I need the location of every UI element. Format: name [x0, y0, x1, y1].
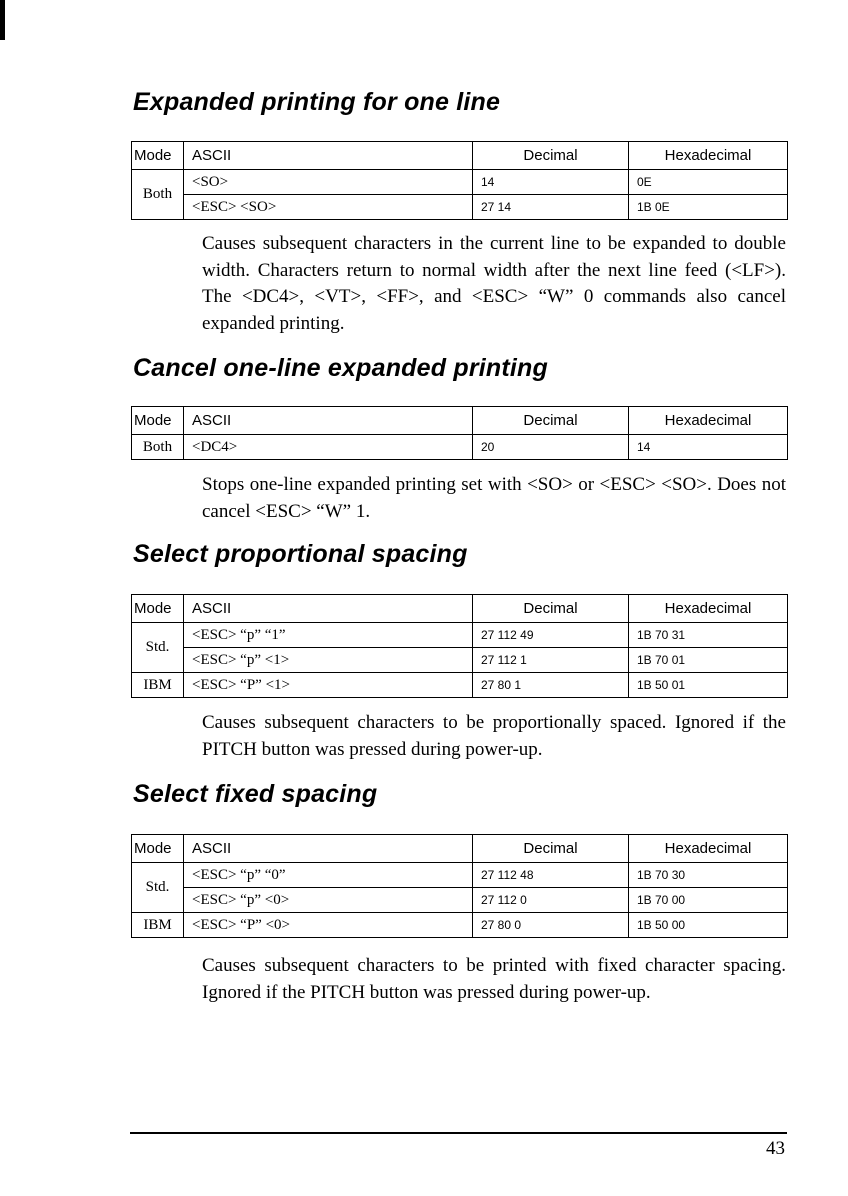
section-description: Causes subsequent characters in the current line to be expanded to double width. Characters return to normal width after the next line feed (<LF>). The <DC4>, <VT>, <FF>, and <ESC> “W” 0 commands also cancel expanded printing. — [202, 233, 786, 334]
section-title-cancel-expanded: Cancel one-line expanded printing — [133, 354, 548, 382]
command-table-cancel-expanded — [131, 406, 788, 460]
hex-cell: 1B 50 01 — [629, 673, 788, 698]
mode-cell: Both — [132, 435, 184, 460]
mode-cell: IBM — [132, 673, 184, 698]
col-ascii-header: ASCII — [184, 407, 473, 435]
ascii-cell: <ESC> “p” <0> — [184, 888, 473, 913]
table-row — [132, 673, 788, 698]
col-ascii-header: ASCII — [184, 142, 473, 170]
table-header-row — [132, 595, 788, 623]
command-table-proportional-spacing — [131, 594, 788, 698]
col-ascii-header: ASCII — [184, 835, 473, 863]
hex-cell: 1B 70 01 — [629, 648, 788, 673]
col-decimal-header: Decimal — [473, 407, 629, 435]
col-hex-header: Hexadecimal — [629, 595, 788, 623]
table-row — [132, 170, 788, 195]
ascii-cell: <ESC> “p” “1” — [184, 623, 473, 648]
col-decimal-header: Decimal — [473, 595, 629, 623]
table-header-row — [132, 142, 788, 170]
hex-cell: 0E — [629, 170, 788, 195]
section-description: Causes subsequent characters to be printed with fixed character spacing. Ignored if the PITCH button was pressed during power-up. — [202, 955, 786, 1003]
decimal-cell: 20 — [473, 435, 629, 460]
col-mode-header: Mode — [132, 835, 184, 863]
decimal-cell: 14 — [473, 170, 629, 195]
hex-cell: 1B 70 00 — [629, 888, 788, 913]
table-header-row — [132, 835, 788, 863]
col-hex-header: Hexadecimal — [629, 142, 788, 170]
table-row — [132, 863, 788, 888]
col-mode-header: Mode — [132, 595, 184, 623]
ascii-cell: <ESC> “p” <1> — [184, 648, 473, 673]
table-row — [132, 913, 788, 938]
decimal-cell: 27 80 1 — [473, 673, 629, 698]
command-table-fixed-spacing — [131, 834, 788, 938]
col-decimal-header: Decimal — [473, 835, 629, 863]
table-row — [132, 195, 788, 220]
col-hex-header: Hexadecimal — [629, 835, 788, 863]
table-row — [132, 648, 788, 673]
hex-cell: 14 — [629, 435, 788, 460]
hex-cell: 1B 0E — [629, 195, 788, 220]
section-description: Causes subsequent characters to be proportionally spaced. Ignored if the PITCH button was pressed during power-up. — [202, 712, 786, 760]
command-table-expanded-one-line — [131, 141, 788, 220]
col-decimal-header: Decimal — [473, 142, 629, 170]
footer-rule — [130, 1132, 787, 1134]
table-row — [132, 435, 788, 460]
col-hex-header: Hexadecimal — [629, 407, 788, 435]
mode-cell: Std. — [132, 863, 184, 913]
col-mode-header: Mode — [132, 142, 184, 170]
ascii-cell: <ESC> “p” “0” — [184, 863, 473, 888]
section-title-proportional-spacing: Select proportional spacing — [133, 540, 468, 568]
decimal-cell: 27 80 0 — [473, 913, 629, 938]
decimal-cell: 27 112 0 — [473, 888, 629, 913]
table-row — [132, 623, 788, 648]
scan-edge-mark — [0, 0, 5, 40]
ascii-cell: <SO> — [184, 170, 473, 195]
mode-cell: IBM — [132, 913, 184, 938]
section-title-expanded-one-line: Expanded printing for one line — [133, 88, 501, 116]
mode-cell: Both — [132, 170, 184, 220]
decimal-cell: 27 14 — [473, 195, 629, 220]
table-header-row — [132, 407, 788, 435]
hex-cell: 1B 50 00 — [629, 913, 788, 938]
table-row — [132, 888, 788, 913]
page-number: 43 — [766, 1138, 785, 1159]
hex-cell: 1B 70 31 — [629, 623, 788, 648]
decimal-cell: 27 112 1 — [473, 648, 629, 673]
decimal-cell: 27 112 49 — [473, 623, 629, 648]
mode-cell: Std. — [132, 623, 184, 673]
decimal-cell: 27 112 48 — [473, 863, 629, 888]
ascii-cell: <ESC> <SO> — [184, 195, 473, 220]
col-ascii-header: ASCII — [184, 595, 473, 623]
ascii-cell: <ESC> “P” <0> — [184, 913, 473, 938]
hex-cell: 1B 70 30 — [629, 863, 788, 888]
col-mode-header: Mode — [132, 407, 184, 435]
section-title-fixed-spacing: Select fixed spacing — [133, 780, 378, 808]
ascii-cell: <DC4> — [184, 435, 473, 460]
section-description: Stops one-line expanded printing set with <SO> or <ESC> <SO>. Does not cancel <ESC> “W” 1. — [202, 474, 786, 522]
ascii-cell: <ESC> “P” <1> — [184, 673, 473, 698]
